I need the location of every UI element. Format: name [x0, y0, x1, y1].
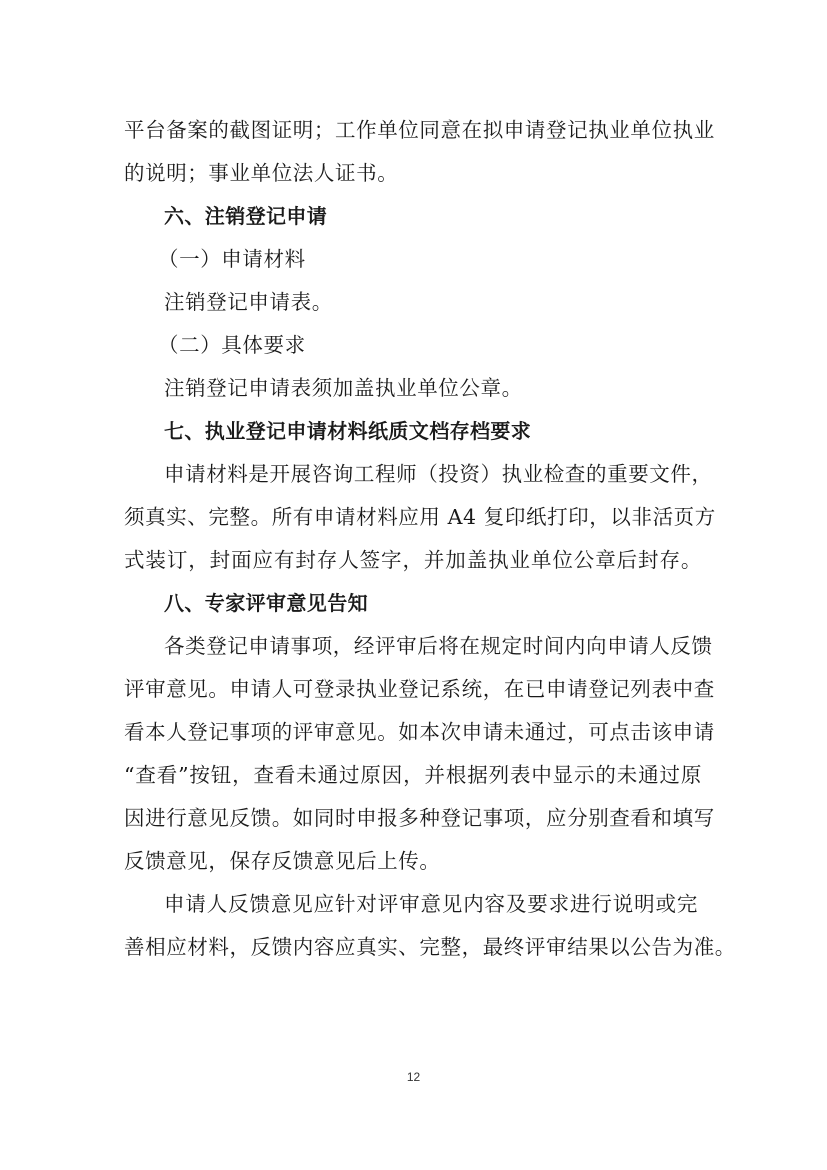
- paragraph-line: “查看”按钮，查看未通过原因，并根据列表中显示的未通过原: [124, 763, 702, 787]
- section-heading: 八、专家评审意见告知: [164, 591, 368, 615]
- section-heading: 六、注销登记申请: [164, 204, 328, 228]
- paragraph-line: 因进行意见反馈。如同时申报多种登记事项，应分别查看和填写: [124, 806, 715, 830]
- paragraph-line: 各类登记申请事项，经评审后将在规定时间内向申请人反馈: [164, 634, 713, 658]
- paragraph-line: 注销登记申请表须加盖执业单位公章。: [164, 376, 523, 400]
- section-heading: 七、执业登记申请材料纸质文档存档要求: [164, 419, 532, 443]
- page-number: 12: [406, 1070, 421, 1084]
- paragraph-line: 式装订，封面应有封存人签字，并加盖执业单位公章后封存。: [124, 548, 702, 572]
- paragraph-line: 申请材料是开展咨询工程师（投资）执业检查的重要文件，: [164, 462, 713, 486]
- paragraph-line: 的说明；事业单位法人证书。: [124, 161, 399, 185]
- subsection-heading: （一）申请材料: [158, 247, 306, 271]
- paragraph-line: 看本人登记事项的评审意见。如本次申请未通过，可点击该申请: [124, 720, 715, 744]
- subsection-heading: （二）具体要求: [158, 333, 306, 357]
- paragraph-line: 善相应材料，反馈内容应真实、完整，最终评审结果以公告为准。: [124, 935, 736, 959]
- paragraph-line: 须真实、完整。所有申请材料应用 A4 复印纸打印，以非活页方: [124, 505, 716, 529]
- paragraph-line: 申请人反馈意见应针对评审意见内容及要求进行说明或完: [164, 892, 698, 916]
- paragraph-line: 评审意见。申请人可登录执业登记系统，在已申请登记列表中查: [124, 677, 715, 701]
- paragraph-line: 平台备案的截图证明；工作单位同意在拟申请登记执业单位执业: [124, 118, 715, 142]
- paragraph-line: 反馈意见，保存反馈意见后上传。: [124, 849, 441, 873]
- paragraph-line: 注销登记申请表。: [164, 290, 333, 314]
